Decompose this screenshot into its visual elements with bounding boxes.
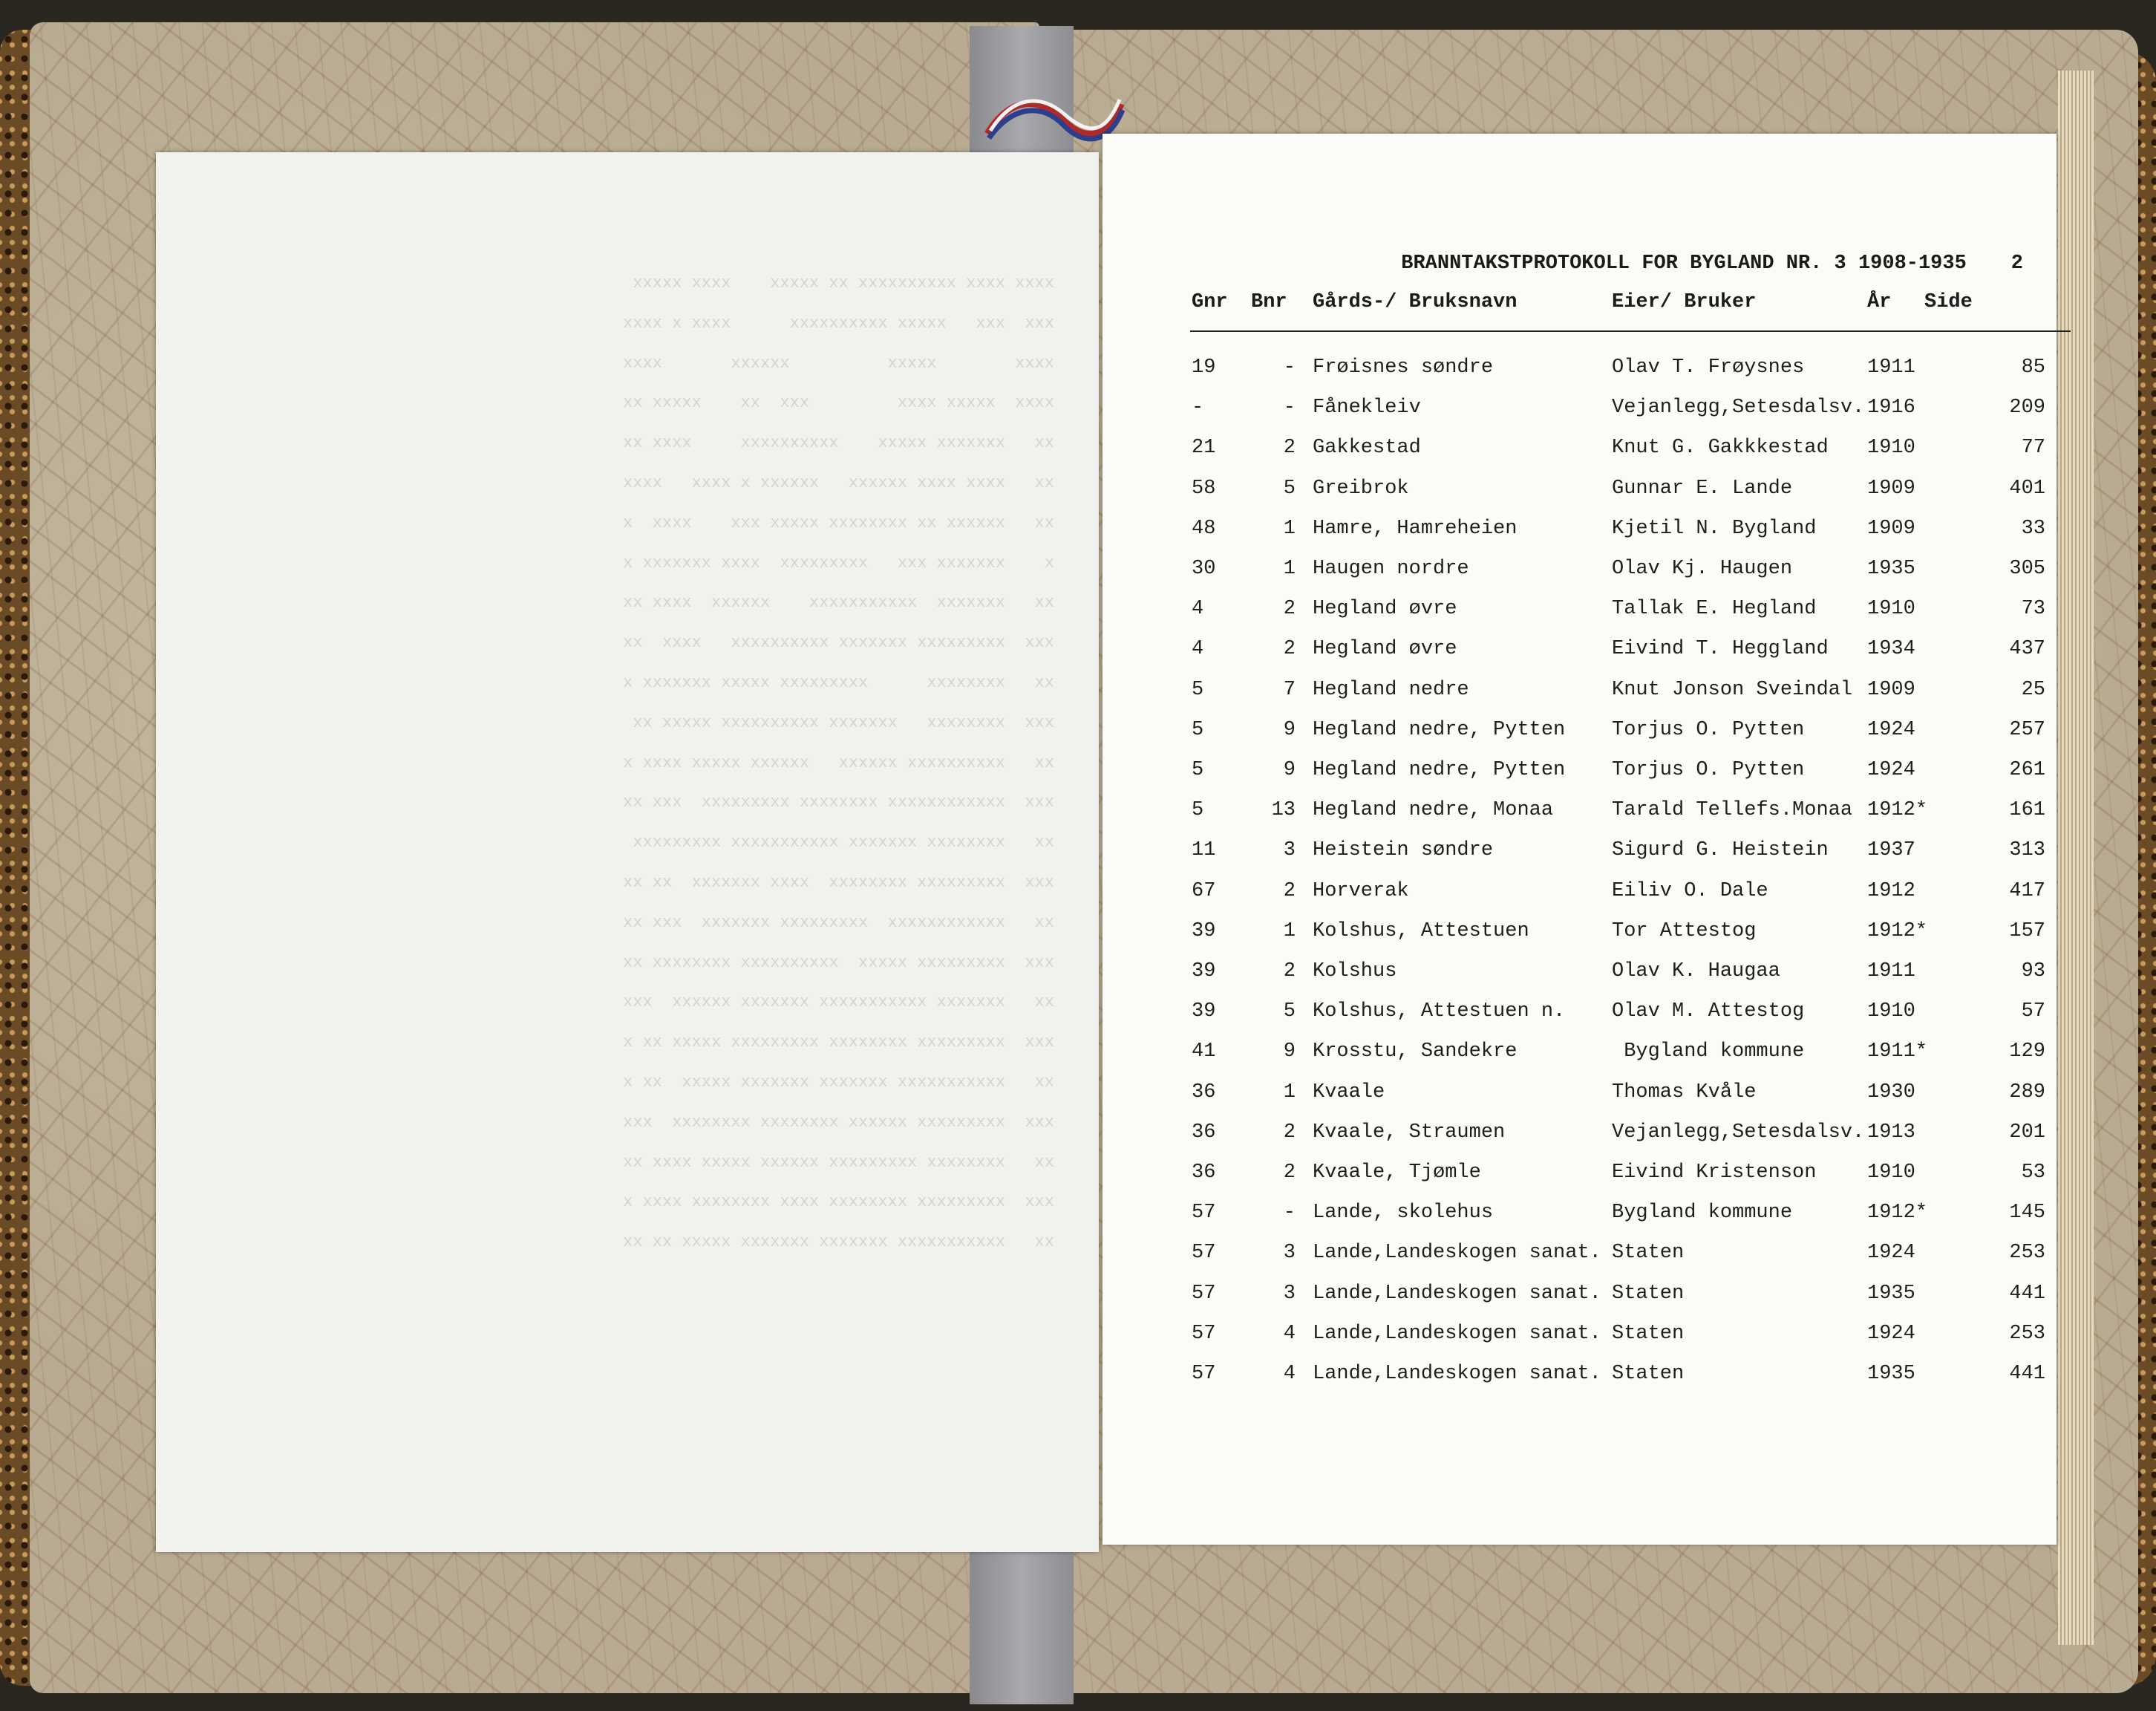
header-eier: Eier/ Bruker bbox=[1612, 291, 1757, 313]
cell-eier: Olav K. Haugaa bbox=[1612, 960, 1780, 982]
table-row bbox=[1102, 1323, 2057, 1363]
cell-aar: 1910 bbox=[1867, 437, 1915, 459]
cell-bnr: 13 bbox=[1271, 799, 1296, 821]
cell-gnr: 58 bbox=[1192, 478, 1216, 500]
cell-navn: Kvaale, Straumen bbox=[1313, 1121, 1506, 1144]
cell-bnr: 2 bbox=[1283, 437, 1296, 459]
table-row bbox=[1102, 1081, 2057, 1121]
cell-bnr: - bbox=[1283, 356, 1296, 379]
table-row bbox=[1102, 518, 2057, 558]
cell-gnr: 4 bbox=[1192, 638, 1204, 660]
cell-side: 53 bbox=[2021, 1161, 2045, 1184]
cell-bnr: 1 bbox=[1283, 558, 1296, 580]
cell-side: 437 bbox=[2009, 638, 2045, 660]
cell-aar: 1937 bbox=[1867, 839, 1915, 861]
header-side: Side bbox=[1924, 291, 1973, 313]
cell-bnr: 2 bbox=[1283, 598, 1296, 620]
cell-eier: Olav T. Frøysnes bbox=[1612, 356, 1805, 379]
cell-bnr: 5 bbox=[1283, 478, 1296, 500]
cell-navn: Frøisnes søndre bbox=[1313, 356, 1494, 379]
cell-navn: Horverak bbox=[1313, 880, 1409, 902]
table-row bbox=[1102, 880, 2057, 920]
cell-eier: Sigurd G. Heistein bbox=[1612, 839, 1829, 861]
cell-side: 209 bbox=[2009, 397, 2045, 419]
cell-eier: Staten bbox=[1612, 1363, 1685, 1385]
cell-eier: Eiliv O. Dale bbox=[1612, 880, 1768, 902]
cell-navn: Lande, skolehus bbox=[1313, 1202, 1494, 1224]
cell-eier: Thomas Kvåle bbox=[1612, 1081, 1757, 1104]
cell-side: 93 bbox=[2021, 960, 2045, 982]
cell-bnr: 2 bbox=[1283, 1121, 1296, 1144]
register-title: BRANNTAKSTPROTOKOLL FOR BYGLAND NR. 3 1908-1935 bbox=[1401, 252, 1967, 275]
cell-bnr: 3 bbox=[1283, 839, 1296, 861]
cell-bnr: 9 bbox=[1283, 1040, 1296, 1063]
page-stack bbox=[2058, 71, 2094, 1645]
cell-gnr: - bbox=[1192, 397, 1204, 419]
cell-gnr: 57 bbox=[1192, 1363, 1216, 1385]
cell-aar: 1935 bbox=[1867, 1283, 1915, 1305]
cell-side: 305 bbox=[2009, 558, 2045, 580]
cell-aar: 1909 bbox=[1867, 679, 1915, 701]
cell-gnr: 39 bbox=[1192, 1000, 1216, 1023]
table-row bbox=[1102, 960, 2057, 1000]
cell-navn: Hegland øvre bbox=[1313, 598, 1457, 620]
table-row bbox=[1102, 1161, 2057, 1202]
cell-aar: 1909 bbox=[1867, 518, 1915, 540]
cell-aar: 1911 bbox=[1867, 356, 1915, 379]
cell-navn: Lande,Landeskogen sanat. bbox=[1313, 1323, 1601, 1345]
cell-eier: Vejanlegg,Setesdalsv. bbox=[1612, 397, 1865, 419]
cell-navn: Greibrok bbox=[1313, 478, 1409, 500]
table-row bbox=[1102, 1121, 2057, 1161]
cell-side: 401 bbox=[2009, 478, 2045, 500]
cell-gnr: 21 bbox=[1192, 437, 1216, 459]
table-row bbox=[1102, 437, 2057, 477]
cell-side: 157 bbox=[2009, 920, 2045, 942]
cell-bnr: 7 bbox=[1283, 679, 1296, 701]
table-row bbox=[1102, 478, 2057, 518]
cell-aar: 1911* bbox=[1867, 1040, 1928, 1063]
cell-aar: 1912* bbox=[1867, 1202, 1928, 1224]
cell-eier: Tarald Tellefs.Monaa bbox=[1612, 799, 1853, 821]
cell-navn: Kvaale bbox=[1313, 1081, 1385, 1104]
cell-eier: Olav M. Attestog bbox=[1612, 1000, 1805, 1023]
cell-aar: 1930 bbox=[1867, 1081, 1915, 1104]
cell-aar: 1912* bbox=[1867, 799, 1928, 821]
cell-side: 261 bbox=[2009, 759, 2045, 781]
bleed-through-text: xxxx xxxx xxxxxxxxxx xx xxxxx xxxx xxxxx xxx xxx xxxxx xxxxxxxxxx xxxx x xxxx xxxx xxxxx xxxxxx xxxx xxxx xxxxx xxxx xxx xx xxxxx xx xx xxxxxxx xxxxx xxxxxxxxxx xxxx xx xx xxxx xxxx xxxxxx xxxxxx x xxxx xxxx xx xxxxxx xx xxxxxxxx xxxxx xxx xxxx x x xxxxxxx xxx xxxxxxxxx xxxx xxxxxxx x xx xxxxxxx xxxxxxxxxxx xxxxxx xxxx xx xxx xxxxxxxxx xxxxxxx xxxxxxxxxx xxxx xx xx xxxxxxxx xxxxxxxxx xxxxx xxxxxxx x xxx xxxxxxxx xxxxxxx xxxxxxxxxx xxxxx xx xx xxxxxxxxxx xxxxxx xxxxxx xxxxx xxxx x xxx xxxxxxxxxxxx xxxxxxxx xxxxxxxxx xxx xx xx xxxxxxxx xxxxxxx xxxxxxxxxxx xxxxxxxxx xxx xxxxxxxxx xxxxxxxx xxxx xxxxxxx xx xx xx xxxxxxxxxxxx xxxxxxxxx xxxxxxx xxx xx xxx xxxxxxxxx xxxxx xxxxxxxxxx xxxxxxxx xx xx xxxxxxx xxxxxxxxxxx xxxxxxx xxxxxx xxx xxx xxxxxxxxx xxxxxxxx xxxxxxxxx xxxxx xx x xx xxxxxxxxxxx xxxxxxx xxxxxxx xxxxx xx x xxx xxxxxxxxx xxxxxx xxxxxxxx xxxxxxxx xxx xx xxxxxxxx xxxxxxxxx xxxxxx xxxxx xxxx xx xxx xxxxxxxxx xxxxxxxx xxxx xxxxxxxx xxxx x xx xxxxxxxxxxx xxxxxxx xxxxxxx xxxxx xx xx bbox=[623, 274, 1054, 1252]
cell-gnr: 5 bbox=[1192, 799, 1204, 821]
cell-bnr: 9 bbox=[1283, 719, 1296, 741]
cell-aar: 1935 bbox=[1867, 558, 1915, 580]
cell-gnr: 11 bbox=[1192, 839, 1216, 861]
cell-side: 57 bbox=[2021, 1000, 2045, 1023]
cell-aar: 1912 bbox=[1867, 880, 1915, 902]
cell-eier: Staten bbox=[1612, 1283, 1685, 1305]
page-number: 2 bbox=[2010, 252, 2023, 275]
cell-navn: Krosstu, Sandekre bbox=[1313, 1040, 1518, 1063]
header-rule bbox=[1190, 330, 2071, 332]
cell-navn: Hegland nedre, Monaa bbox=[1313, 799, 1554, 821]
register-page bbox=[1102, 134, 2057, 1545]
table-row bbox=[1102, 799, 2057, 839]
cell-side: 145 bbox=[2009, 1202, 2045, 1224]
cell-aar: 1924 bbox=[1867, 1323, 1915, 1345]
table-row bbox=[1102, 1363, 2057, 1403]
cell-bnr: 1 bbox=[1283, 920, 1296, 942]
cell-navn: Hegland nedre, Pytten bbox=[1313, 719, 1566, 741]
table-row bbox=[1102, 1040, 2057, 1081]
header-aar: År bbox=[1867, 291, 1892, 313]
cell-navn: Fånekleiv bbox=[1313, 397, 1421, 419]
cell-gnr: 57 bbox=[1192, 1323, 1216, 1345]
cell-gnr: 39 bbox=[1192, 920, 1216, 942]
cell-navn: Hegland nedre bbox=[1313, 679, 1469, 701]
cell-gnr: 5 bbox=[1192, 719, 1204, 741]
cell-eier: Bygland kommune bbox=[1612, 1040, 1805, 1063]
cell-aar: 1910 bbox=[1867, 1000, 1915, 1023]
table-row bbox=[1102, 759, 2057, 799]
cell-navn: Heistein søndre bbox=[1313, 839, 1494, 861]
cell-eier: Staten bbox=[1612, 1323, 1685, 1345]
cell-side: 85 bbox=[2021, 356, 2045, 379]
cell-bnr: 1 bbox=[1283, 1081, 1296, 1104]
table-row bbox=[1102, 638, 2057, 678]
cell-side: 257 bbox=[2009, 719, 2045, 741]
cell-side: 417 bbox=[2009, 880, 2045, 902]
cell-gnr: 57 bbox=[1192, 1283, 1216, 1305]
cell-aar: 1916 bbox=[1867, 397, 1915, 419]
cell-gnr: 39 bbox=[1192, 960, 1216, 982]
cell-bnr: 4 bbox=[1283, 1323, 1296, 1345]
cell-bnr: 2 bbox=[1283, 880, 1296, 902]
cell-bnr: 1 bbox=[1283, 518, 1296, 540]
cell-bnr: - bbox=[1283, 397, 1296, 419]
cell-gnr: 57 bbox=[1192, 1202, 1216, 1224]
cell-bnr: 2 bbox=[1283, 960, 1296, 982]
cell-eier: Olav Kj. Haugen bbox=[1612, 558, 1793, 580]
header-gnr: Gnr bbox=[1192, 291, 1228, 313]
table-row bbox=[1102, 920, 2057, 960]
cell-gnr: 5 bbox=[1192, 679, 1204, 701]
cell-eier: Gunnar E. Lande bbox=[1612, 478, 1793, 500]
cell-aar: 1913 bbox=[1867, 1121, 1915, 1144]
cell-eier: Torjus O. Pytten bbox=[1612, 719, 1805, 741]
cell-bnr: 2 bbox=[1283, 1161, 1296, 1184]
cell-aar: 1910 bbox=[1867, 598, 1915, 620]
cell-navn: Gakkestad bbox=[1313, 437, 1421, 459]
cell-eier: Bygland kommune bbox=[1612, 1202, 1793, 1224]
cell-side: 441 bbox=[2009, 1283, 2045, 1305]
table-row bbox=[1102, 397, 2057, 437]
cell-aar: 1911 bbox=[1867, 960, 1915, 982]
cell-navn: Kolshus bbox=[1313, 960, 1397, 982]
cell-eier: Knut G. Gakkkestad bbox=[1612, 437, 1829, 459]
cell-gnr: 57 bbox=[1192, 1242, 1216, 1264]
cell-navn: Lande,Landeskogen sanat. bbox=[1313, 1363, 1601, 1385]
table-row bbox=[1102, 679, 2057, 719]
cell-navn: Kvaale, Tjømle bbox=[1313, 1161, 1481, 1184]
table-row bbox=[1102, 558, 2057, 598]
header-navn: Gårds-/ Bruksnavn bbox=[1313, 291, 1518, 313]
cell-bnr: 3 bbox=[1283, 1242, 1296, 1264]
cell-side: 161 bbox=[2009, 799, 2045, 821]
cell-aar: 1924 bbox=[1867, 719, 1915, 741]
cell-aar: 1935 bbox=[1867, 1363, 1915, 1385]
cell-side: 441 bbox=[2009, 1363, 2045, 1385]
cell-eier: Kjetil N. Bygland bbox=[1612, 518, 1817, 540]
cell-gnr: 5 bbox=[1192, 759, 1204, 781]
cell-gnr: 36 bbox=[1192, 1121, 1216, 1144]
cell-aar: 1912* bbox=[1867, 920, 1928, 942]
cell-eier: Eivind Kristenson bbox=[1612, 1161, 1817, 1184]
page-title-line bbox=[1340, 252, 2023, 275]
cell-aar: 1909 bbox=[1867, 478, 1915, 500]
cell-bnr: - bbox=[1283, 1202, 1296, 1224]
cell-side: 73 bbox=[2021, 598, 2045, 620]
cell-gnr: 30 bbox=[1192, 558, 1216, 580]
cell-bnr: 4 bbox=[1283, 1363, 1296, 1385]
cell-bnr: 2 bbox=[1283, 638, 1296, 660]
cell-navn: Hamre, Hamreheien bbox=[1313, 518, 1518, 540]
cell-aar: 1910 bbox=[1867, 1161, 1915, 1184]
cell-gnr: 19 bbox=[1192, 356, 1216, 379]
cell-bnr: 5 bbox=[1283, 1000, 1296, 1023]
cell-aar: 1924 bbox=[1867, 1242, 1915, 1264]
cell-eier: Torjus O. Pytten bbox=[1612, 759, 1805, 781]
cell-side: 253 bbox=[2009, 1242, 2045, 1264]
cell-eier: Staten bbox=[1612, 1242, 1685, 1264]
table-row bbox=[1102, 1000, 2057, 1040]
cell-bnr: 3 bbox=[1283, 1283, 1296, 1305]
cell-gnr: 4 bbox=[1192, 598, 1204, 620]
cell-aar: 1934 bbox=[1867, 638, 1915, 660]
cell-eier: Tor Attestog bbox=[1612, 920, 1757, 942]
table-row bbox=[1102, 356, 2057, 397]
cell-side: 201 bbox=[2009, 1121, 2045, 1144]
cell-gnr: 36 bbox=[1192, 1161, 1216, 1184]
cell-side: 25 bbox=[2021, 679, 2045, 701]
table-row bbox=[1102, 1202, 2057, 1242]
cell-navn: Kolshus, Attestuen n. bbox=[1313, 1000, 1566, 1023]
cell-gnr: 41 bbox=[1192, 1040, 1216, 1063]
table-row bbox=[1102, 1283, 2057, 1323]
cell-side: 289 bbox=[2009, 1081, 2045, 1104]
table-row bbox=[1102, 598, 2057, 638]
cell-bnr: 9 bbox=[1283, 759, 1296, 781]
cell-navn: Haugen nordre bbox=[1313, 558, 1469, 580]
table-row bbox=[1102, 1242, 2057, 1282]
cell-eier: Tallak E. Hegland bbox=[1612, 598, 1817, 620]
cell-navn: Kolshus, Attestuen bbox=[1313, 920, 1529, 942]
header-bnr: Bnr bbox=[1251, 291, 1287, 313]
table-row bbox=[1102, 839, 2057, 879]
cell-eier: Knut Jonson Sveindal bbox=[1612, 679, 1853, 701]
cell-eier: Vejanlegg,Setesdalsv. bbox=[1612, 1121, 1865, 1144]
cell-navn: Lande,Landeskogen sanat. bbox=[1313, 1283, 1601, 1305]
cell-navn: Hegland nedre, Pytten bbox=[1313, 759, 1566, 781]
overlay-sheet bbox=[156, 152, 1099, 1552]
cell-gnr: 36 bbox=[1192, 1081, 1216, 1104]
cell-navn: Lande,Landeskogen sanat. bbox=[1313, 1242, 1601, 1264]
cell-side: 33 bbox=[2021, 518, 2045, 540]
cell-navn: Hegland øvre bbox=[1313, 638, 1457, 660]
cell-gnr: 67 bbox=[1192, 880, 1216, 902]
cell-side: 253 bbox=[2009, 1323, 2045, 1345]
table-row bbox=[1102, 719, 2057, 759]
cell-side: 129 bbox=[2009, 1040, 2045, 1063]
cell-gnr: 48 bbox=[1192, 518, 1216, 540]
cell-side: 313 bbox=[2009, 839, 2045, 861]
cell-side: 77 bbox=[2021, 437, 2045, 459]
cell-eier: Eivind T. Heggland bbox=[1612, 638, 1829, 660]
cell-aar: 1924 bbox=[1867, 759, 1915, 781]
